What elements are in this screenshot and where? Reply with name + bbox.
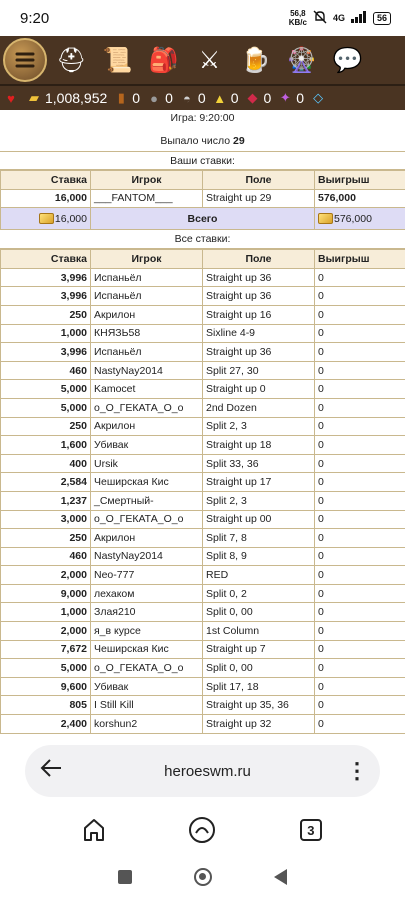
knight-helmet-icon: ⛑	[56, 46, 87, 74]
bet-cell: 805	[1, 696, 91, 715]
field-cell: Straight up 35, 36	[203, 696, 315, 715]
chat-bubble-icon: 💬	[332, 46, 363, 74]
tavern-button[interactable]	[234, 38, 277, 82]
bet-cell: 16,000	[1, 189, 91, 208]
player-link[interactable]: ___FANTOM___	[91, 189, 203, 208]
field-cell: Split 2, 3	[203, 491, 315, 510]
home-button[interactable]	[80, 816, 108, 844]
win-cell: 0	[315, 491, 405, 510]
field-cell: 1st Column	[203, 622, 315, 641]
network-type-label: 4G	[332, 13, 345, 23]
column-player: Игрок	[91, 250, 203, 269]
field-cell: Split 8, 9	[203, 547, 315, 566]
bet-cell: 1,600	[1, 436, 91, 455]
win-cell: 0	[315, 529, 405, 548]
bet-cell: 1,000	[1, 603, 91, 622]
player-link[interactable]: о_О_ГЕКАТА_О_о	[91, 398, 203, 417]
network-speed-value: 56,8	[290, 9, 306, 18]
table-row	[1, 436, 405, 455]
more-options-icon[interactable]: ⋮	[346, 758, 368, 783]
tabs-count: 3	[300, 819, 322, 841]
crystals-value: 0	[263, 90, 272, 106]
win-cell: 0	[315, 566, 405, 585]
column-bet: Ставка	[1, 171, 91, 190]
table-row	[1, 547, 405, 566]
field-cell: Straight up 16	[203, 305, 315, 324]
tabs-button[interactable]	[297, 816, 325, 844]
total-win	[315, 208, 405, 230]
gold-icon	[318, 213, 333, 224]
player-link[interactable]: Злая210	[91, 603, 203, 622]
table-row	[1, 510, 405, 529]
player-link[interactable]: о_О_ГЕКАТА_О_о	[91, 510, 203, 529]
diamond-icon: ◇	[313, 90, 324, 105]
status-bar	[0, 0, 405, 36]
player-link[interactable]: korshun2	[91, 715, 203, 734]
win-cell: 0	[315, 417, 405, 436]
column-win: Выигрыш	[315, 250, 405, 269]
table-row	[1, 566, 405, 585]
field-cell: Split 33, 36	[203, 454, 315, 473]
column-field: Поле	[203, 250, 315, 269]
table-row	[1, 677, 405, 696]
inventory-button[interactable]	[142, 38, 185, 82]
win-cell: 0	[315, 584, 405, 603]
player-link[interactable]: КНЯЗЬ58	[91, 324, 203, 343]
bet-cell: 3,000	[1, 510, 91, 529]
player-link[interactable]: Испаньёл	[91, 268, 203, 287]
resource-health	[2, 91, 20, 106]
recent-apps-button[interactable]	[118, 870, 132, 884]
assistant-icon	[188, 816, 216, 844]
heart-icon: ♥	[7, 90, 15, 106]
player-link[interactable]: Чеширская Кис	[91, 473, 203, 492]
game-result	[0, 131, 405, 151]
bet-cell: 2,000	[1, 566, 91, 585]
field-cell: Straight up 7	[203, 640, 315, 659]
win-cell: 0	[315, 380, 405, 399]
field-cell: Split 17, 18	[203, 677, 315, 696]
your-bets-table	[0, 170, 405, 230]
player-link[interactable]: Испаньёл	[91, 343, 203, 362]
win-cell: 0	[315, 677, 405, 696]
field-cell: Split 7, 8	[203, 529, 315, 548]
system-back-button[interactable]	[274, 869, 287, 885]
bet-cell: 460	[1, 547, 91, 566]
gold-icon: ▰	[29, 90, 39, 105]
field-cell: Straight up 36	[203, 268, 315, 287]
bet-cell: 9,600	[1, 677, 91, 696]
field-cell: Straight up 0	[203, 380, 315, 399]
game-title: Игра: 9:20:00	[170, 112, 235, 124]
total-bet	[1, 208, 91, 230]
chat-button[interactable]	[326, 38, 369, 82]
win-cell: 0	[315, 659, 405, 678]
menu-button[interactable]	[3, 38, 47, 82]
bet-cell: 7,672	[1, 640, 91, 659]
status-time: 9:20	[20, 9, 50, 27]
game-top-nav	[0, 36, 405, 86]
field-cell: Split 0, 00	[203, 659, 315, 678]
table-row	[1, 268, 405, 287]
table-row	[1, 305, 405, 324]
total-win-value: 576,000	[334, 212, 372, 225]
win-cell: 0	[315, 361, 405, 380]
table-row	[1, 343, 405, 362]
win-cell: 0	[315, 343, 405, 362]
field-cell: RED	[203, 566, 315, 585]
win-cell: 0	[315, 268, 405, 287]
all-bets-header	[1, 250, 405, 269]
menu-icon	[13, 50, 37, 70]
browser-bar	[0, 735, 405, 810]
bet-cell: 250	[1, 529, 91, 548]
home-icon	[81, 817, 107, 843]
win-cell: 0	[315, 324, 405, 343]
url-text[interactable]: heroeswm.ru	[164, 762, 251, 780]
player-link[interactable]: NastyNay2014	[91, 547, 203, 566]
win-cell: 0	[315, 622, 405, 641]
win-cell: 0	[315, 603, 405, 622]
resource-gold	[25, 90, 107, 106]
gems-icon: ✦	[279, 90, 291, 105]
your-bets-header	[1, 171, 405, 190]
system-nav	[0, 862, 405, 892]
resource-diamonds	[309, 90, 327, 106]
field-cell: Split 2, 3	[203, 417, 315, 436]
bet-cell: 3,996	[1, 343, 91, 362]
column-player: Игрок	[91, 171, 203, 190]
field-cell: Split 27, 30	[203, 361, 315, 380]
resource-sulfur	[211, 90, 239, 106]
table-row	[1, 529, 405, 548]
player-link[interactable]: Испаньёл	[91, 287, 203, 306]
ore-icon: ●	[150, 90, 159, 106]
player-link[interactable]: NastyNay2014	[91, 361, 203, 380]
status-icons	[289, 9, 391, 27]
win-cell: 0	[315, 454, 405, 473]
bet-cell: 1,000	[1, 324, 91, 343]
bet-cell: 5,000	[1, 380, 91, 399]
network-speed-unit: KB/c	[288, 18, 307, 27]
wood-icon: ▮	[117, 90, 125, 105]
mercury-icon: ◓	[182, 90, 191, 106]
your-bets-title: Ваши ставки:	[0, 151, 405, 170]
player-link[interactable]: Чеширская Кис	[91, 640, 203, 659]
win-cell: 0	[315, 547, 405, 566]
bet-cell: 250	[1, 417, 91, 436]
signal-icon	[351, 11, 367, 25]
beer-mug-icon: 🍺	[240, 46, 271, 74]
crystal-icon: ◆	[247, 90, 258, 105]
total-row	[1, 208, 405, 230]
table-row	[1, 696, 405, 715]
player-link[interactable]: I Still Kill	[91, 696, 203, 715]
bet-cell: 5,000	[1, 659, 91, 678]
resource-mercury	[178, 90, 206, 106]
roulette-results	[0, 110, 405, 735]
sulfur-icon: ▲	[213, 90, 227, 106]
ore-value: 0	[165, 90, 173, 106]
bet-cell: 460	[1, 361, 91, 380]
win-cell: 0	[315, 287, 405, 306]
scroll-map-icon: 📜	[102, 46, 133, 74]
system-home-button[interactable]	[194, 868, 212, 886]
player-link[interactable]: лехаком	[91, 584, 203, 603]
field-cell: Split 0, 2	[203, 584, 315, 603]
table-row	[1, 640, 405, 659]
win-cell: 0	[315, 436, 405, 455]
player-link[interactable]: Акрилон	[91, 305, 203, 324]
column-bet: Ставка	[1, 250, 91, 269]
bet-cell: 3,996	[1, 287, 91, 306]
bet-cell: 3,996	[1, 268, 91, 287]
player-link[interactable]: Убивак	[91, 677, 203, 696]
field-cell: Straight up 18	[203, 436, 315, 455]
roulette-button[interactable]	[280, 38, 323, 82]
win-cell: 576,000	[315, 189, 405, 208]
address-bar[interactable]	[25, 745, 380, 797]
win-cell: 0	[315, 305, 405, 324]
swords-paw-icon: ⚔	[198, 46, 221, 74]
field-cell: Straight up 00	[203, 510, 315, 529]
field-cell: Straight up 32	[203, 715, 315, 734]
table-row	[1, 715, 405, 734]
table-row	[1, 491, 405, 510]
player-link[interactable]: Neo-777	[91, 566, 203, 585]
mercury-value: 0	[197, 90, 206, 106]
network-speed	[289, 9, 307, 27]
bet-cell: 1,237	[1, 491, 91, 510]
all-bets-table	[0, 249, 405, 733]
field-cell: Straight up 36	[203, 287, 315, 306]
player-link[interactable]: _Смертный-	[91, 491, 203, 510]
player-link[interactable]: Ursik	[91, 454, 203, 473]
resource-wood	[112, 90, 140, 106]
bet-cell: 2,000	[1, 622, 91, 641]
player-link[interactable]: Акрилон	[91, 417, 203, 436]
field-cell: Sixline 4-9	[203, 324, 315, 343]
result-prefix: Выпало число	[160, 135, 231, 147]
bag-icon: 🎒	[148, 46, 179, 74]
player-link[interactable]: я_в курсе	[91, 622, 203, 641]
win-cell: 0	[315, 715, 405, 734]
sulfur-value: 0	[230, 90, 239, 106]
guild-button[interactable]	[188, 38, 231, 82]
mute-icon	[313, 10, 327, 26]
player-link[interactable]: Акрилон	[91, 529, 203, 548]
resource-ore	[145, 90, 173, 106]
total-label: Всего	[91, 208, 315, 230]
bet-cell: 250	[1, 305, 91, 324]
resource-crystals	[243, 90, 271, 106]
table-row	[1, 361, 405, 380]
field-cell: Straight up 36	[203, 343, 315, 362]
gold-value: 1,008,952	[45, 90, 108, 106]
table-row	[1, 584, 405, 603]
table-row	[1, 287, 405, 306]
wood-value: 0	[132, 90, 141, 106]
gold-icon	[39, 213, 54, 224]
assistant-button[interactable]	[188, 816, 216, 844]
player-link[interactable]: о_О_ГЕКАТА_О_о	[91, 659, 203, 678]
field-cell: Split 0, 00	[203, 603, 315, 622]
table-row	[1, 417, 405, 436]
roulette-icon: 🎡	[286, 46, 317, 74]
resource-gems	[276, 90, 304, 106]
table-row	[1, 603, 405, 622]
table-row	[1, 324, 405, 343]
field-cell: Straight up 17	[203, 473, 315, 492]
field-cell: 2nd Dozen	[203, 398, 315, 417]
player-link[interactable]: Убивак	[91, 436, 203, 455]
table-row	[1, 473, 405, 492]
column-win: Выигрыш	[315, 171, 405, 190]
win-cell: 0	[315, 696, 405, 715]
table-row	[1, 398, 405, 417]
gems-value: 0	[296, 90, 305, 106]
battery-icon: 56	[373, 12, 391, 25]
result-number: 29	[232, 135, 245, 147]
resources-bar	[0, 86, 405, 110]
map-button[interactable]	[96, 38, 139, 82]
all-bets-title: Все ставки:	[0, 230, 405, 249]
table-row	[1, 454, 405, 473]
knight-button[interactable]	[50, 38, 93, 82]
bet-cell: 2,584	[1, 473, 91, 492]
win-cell: 0	[315, 640, 405, 659]
win-cell: 0	[315, 398, 405, 417]
total-bet-value: 16,000	[54, 212, 87, 225]
bet-cell: 400	[1, 454, 91, 473]
column-field: Поле	[203, 171, 315, 190]
field-cell: Straight up 29	[203, 189, 315, 208]
win-cell: 0	[315, 473, 405, 492]
back-arrow-icon[interactable]	[39, 758, 69, 784]
win-cell: 0	[315, 510, 405, 529]
bet-cell: 9,000	[1, 584, 91, 603]
table-row	[1, 622, 405, 641]
bet-cell: 2,400	[1, 715, 91, 734]
table-row	[1, 380, 405, 399]
table-row	[1, 659, 405, 678]
bottom-navigation	[0, 810, 405, 900]
player-link[interactable]: Kamocet	[91, 380, 203, 399]
all-bets-body	[1, 268, 405, 733]
bet-cell: 5,000	[1, 398, 91, 417]
table-row	[1, 189, 405, 208]
